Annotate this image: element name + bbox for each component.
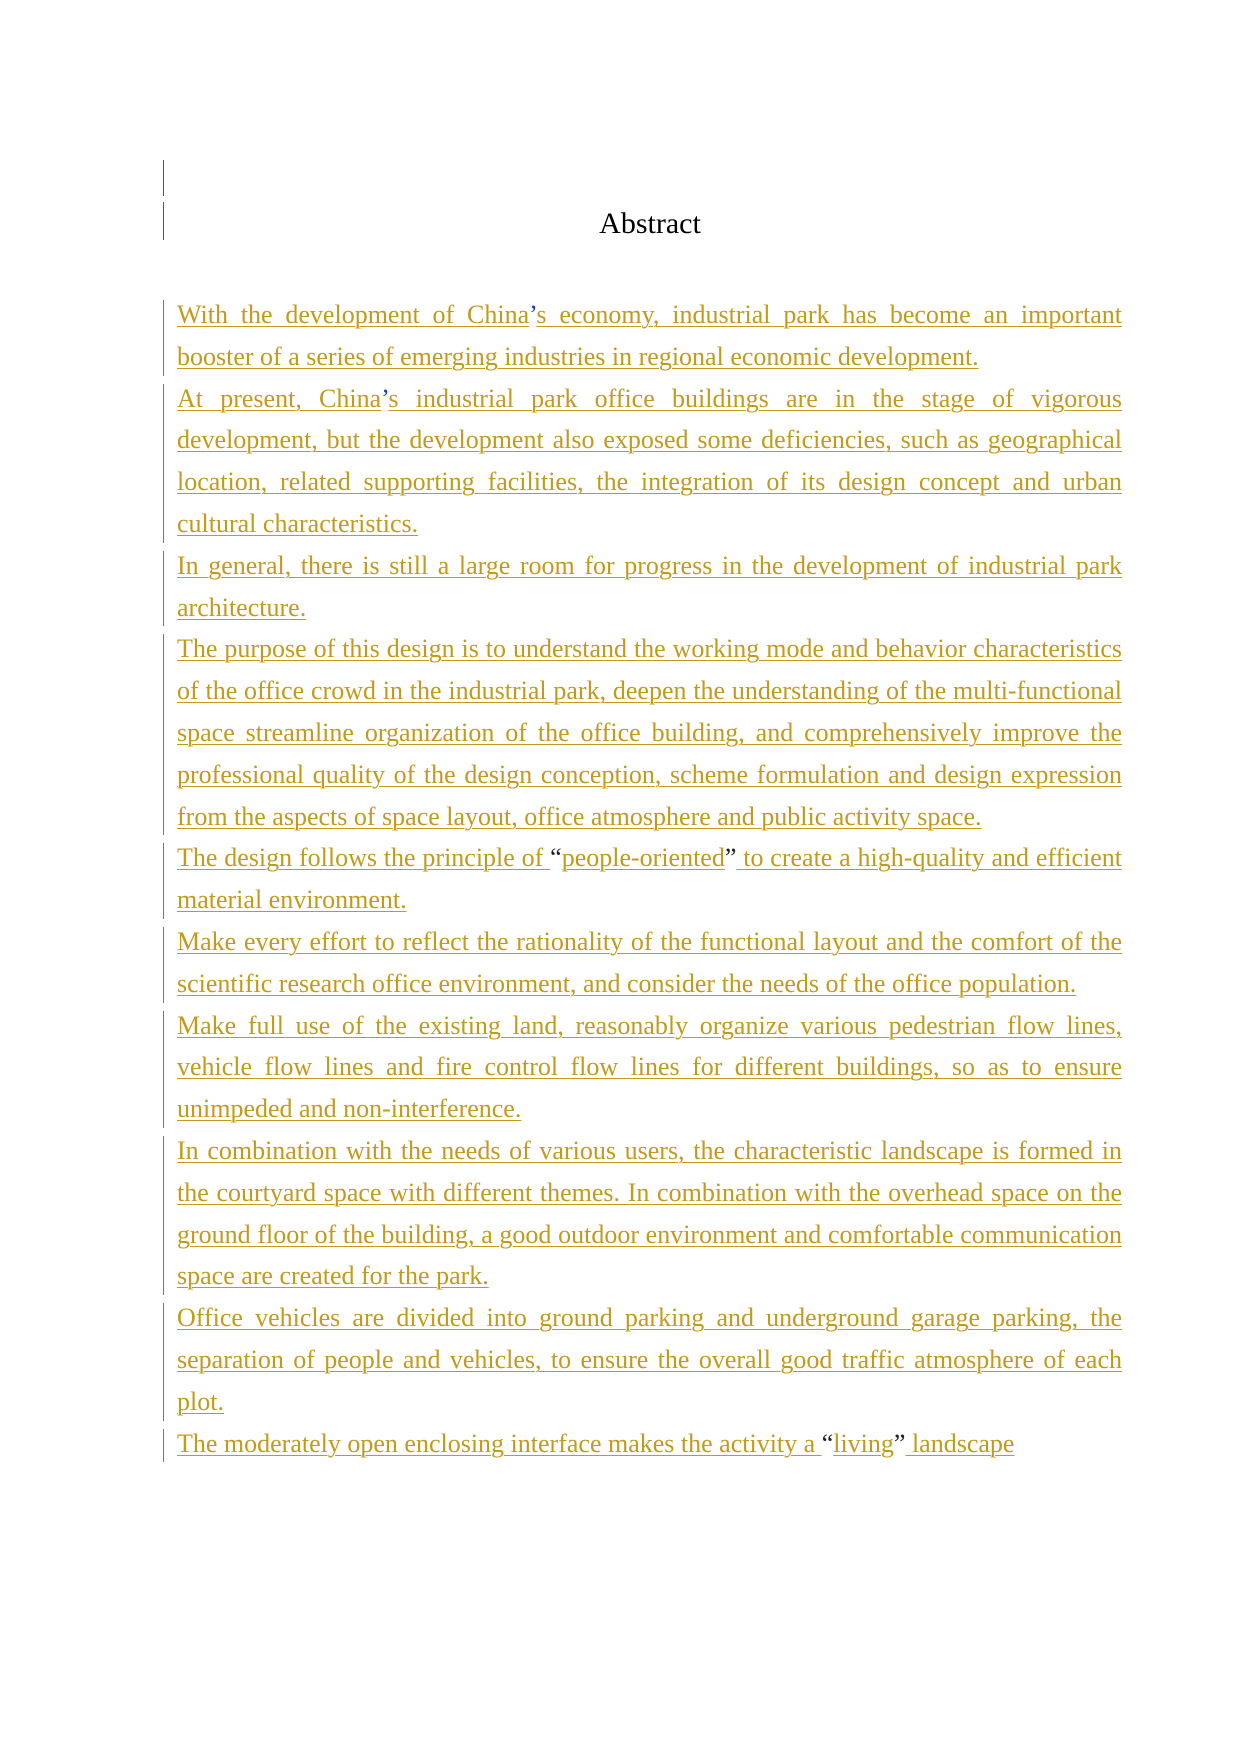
inserted-text: living [833,1428,894,1458]
quote-mark: ’ [529,300,537,329]
inserted-text: With the development of China [177,300,530,329]
quote-mark: ” [724,843,737,873]
inserted-text: The design follows the principle of [177,843,551,873]
inserted-text: to create a high-quality and efficient material environment. [177,843,1122,915]
quote-mark: “ [550,843,562,873]
abstract-paragraph [177,1005,1122,1130]
abstract-paragraph [177,837,1122,921]
inserted-text: In general, there is still a large room for progress in the development of industrial park architecture. [177,550,1122,622]
inserted-text: Office vehicles are divided into ground parking and underground garage parking, the separation of people and vehicles, to ensure the overall good traffic atmosphere of each plot. [177,1303,1122,1416]
inserted-text: landscape [905,1428,1015,1458]
inserted-text: The purpose of this design is to understand the working mode and behavior characteristics of the office crowd in the industrial park, deepen the understanding of the multi-functional space streamline organization of the office building, and comprehensively improve the professional quality of the design conception, scheme formulation and design expression from the aspects of space layout, office atmosphere and public activity space. [177,634,1122,831]
quote-mark: ’ [381,383,389,413]
abstract-paragraph [177,1423,1122,1465]
inserted-text: people-oriented [561,843,725,873]
abstract-paragraph [177,378,1122,545]
inserted-text: In combination with the needs of various users, the characteristic landscape is formed in the courtyard space with different themes. In combination with the overhead space on the ground floor of the building, a good outdoor environment and comfortable communication space are created for the park. [177,1135,1122,1291]
page-title: Abstract [599,207,701,240]
abstract-paragraph [177,628,1122,837]
inserted-text: The moderately open enclosing interface makes the activity a [177,1428,822,1458]
abstract-paragraph [177,545,1122,629]
change-bar [163,160,164,196]
inserted-text: Make every effort to reflect the rationality of the functional layout and the comfort of the scientific research office environment, and consider the needs of the office population. [177,926,1122,998]
inserted-text: s economy, industrial park has become an important booster of a series of emerging industries in regional economic development. [177,300,1123,371]
abstract-paragraph [177,1297,1122,1422]
abstract-paragraph [177,1130,1122,1297]
abstract-paragraph [177,921,1122,1005]
inserted-text: At present, China [177,383,382,413]
quote-mark: ” [893,1428,906,1458]
abstract-paragraph [177,294,1122,378]
inserted-text: s industrial park office buildings are in the stage of vigorous development, but the development also exposed some deficiencies, such as geographical location, related supporting facilities, the integration of its design concept and urban cultural characteristics. [177,383,1122,538]
abstract-body [177,294,1122,1464]
quote-mark: “ [821,1428,834,1458]
inserted-text: Make full use of the existing land, reasonably organize various pedestrian flow lines, vehicle flow lines and fire control flow lines for different buildings, so as to ensure unimpeded and non-interference. [177,1010,1122,1124]
